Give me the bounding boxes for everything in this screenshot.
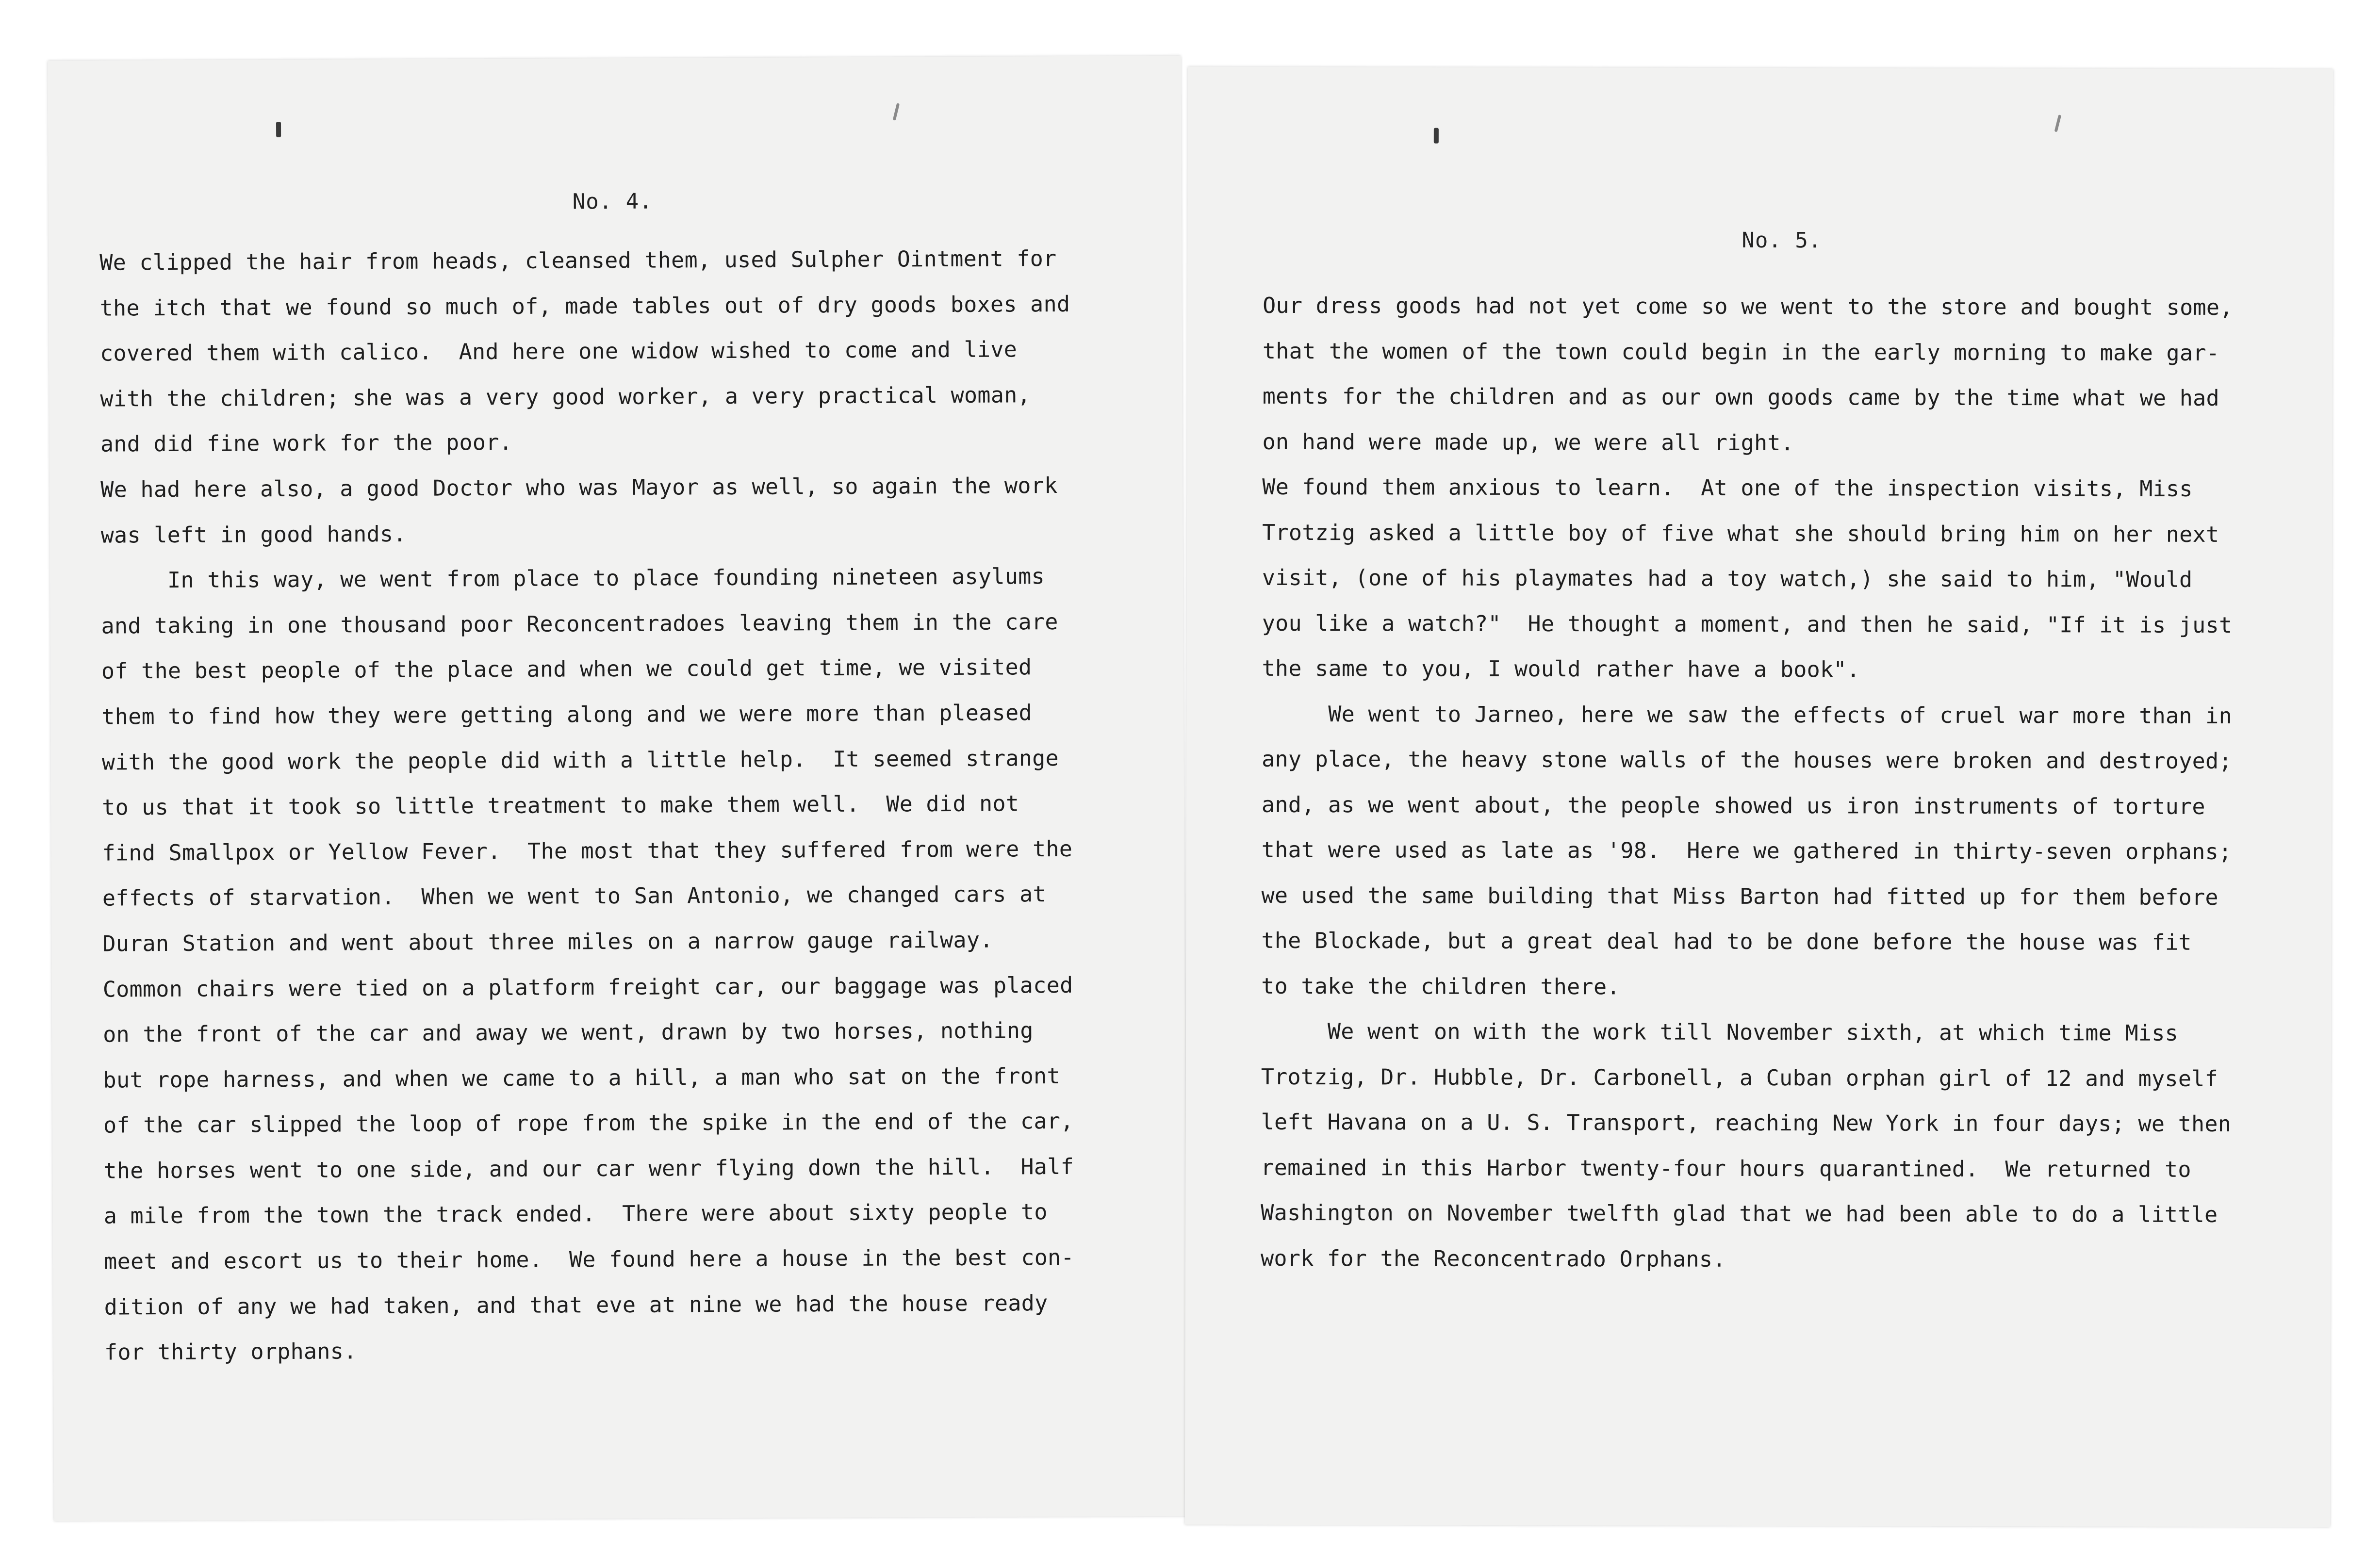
text-line: Trotzig, Dr. Hubble, Dr. Carbonell, a Cuban orphan girl of 12 and myself [1261,1063,2218,1092]
page-text [1261,283,2233,1283]
text-line: ments for the children and as our own goods came by the time what we had [1262,383,2220,411]
margin-mark [1434,128,1439,144]
typed-page-5 [1185,67,2333,1527]
text-line: that the women of the town could begin in the early morning to make gar- [1262,338,2220,366]
text-line: the itch that we found so much of, made tables out of dry goods boxes and [99,291,1070,321]
text-line: We found them anxious to learn. At one of the inspection visits, Miss [1262,474,2193,502]
text-line: to take the children there. [1261,973,1620,999]
text-line: but rope harness, and when we came to a hill, a man who sat on the front [103,1062,1060,1093]
text-line: the Blockade, but a great deal had to be done before the house was fit [1261,927,2192,955]
margin-mark [893,103,900,120]
text-line: with the children; she was a very good worker, a very practical woman, [100,382,1031,412]
text-line: on hand were made up, we were all right. [1262,428,1794,456]
text-line: visit, (one of his playmates had a toy watch,) she said to him, "Would [1262,564,2193,592]
text-line: We went on with the work till November sixth, at which time Miss [1261,1018,2179,1046]
text-line: Duran Station and went about three miles on a narrow gauge railway. [102,927,993,957]
text-line: the same to you, I would rather have a book". [1262,655,1860,683]
text-line: them to find how they were getting along and we were more than pleased [101,700,1032,730]
text-line: and did fine work for the poor. [100,429,513,457]
page-heading: No. 4. [572,189,653,214]
text-line: to us that it took so little treatment to make them well. We did not [102,790,1019,820]
text-line: and, as we went about, the people showed us iron instruments of torture [1261,791,2205,819]
text-line: you like a watch?" He thought a moment, and then he said, "If it is just [1262,610,2233,638]
text-line: We had here also, a good Doctor who was Mayor as well, so again the work [100,473,1058,503]
text-line: remained in this Harbor twenty-four hours quarantined. We returned to [1261,1154,2191,1182]
text-line: Washington on November twelfth glad that we had been able to do a little [1261,1199,2218,1227]
text-line: We went to Jarneo, here we saw the effects of cruel war more than in [1262,701,2233,729]
text-line: In this way, we went from place to place founding nineteen asylums [101,563,1045,593]
margin-mark [2054,114,2062,132]
text-line: meet and escort us to their home. We found here a house in the best con- [104,1244,1074,1274]
text-line: dition of any we had taken, and that eve at nine we had the house ready [104,1290,1048,1320]
text-line: and taking in one thousand poor Reconcentradoes leaving them in the care [101,608,1058,639]
text-line: left Havana on a U. S. Transport, reaching New York in four days; we then [1261,1109,2232,1137]
text-line: was left in good hands. [100,521,407,548]
text-line: for thirty orphans. [104,1338,357,1365]
text-line: with the good work the people did with a little help. It seemed strange [101,745,1059,775]
text-line: Trotzig asked a little boy of five what she should bring him on her next [1262,519,2219,547]
text-line: of the car slipped the loop of rope from the spike in the end of the car, [103,1108,1074,1138]
text-line: effects of starvation. When we went to San Antonio, we changed cars at [102,881,1046,911]
text-line: Our dress goods had not yet come so we went to the store and bought some, [1263,292,2233,321]
page-text [99,236,1075,1375]
text-line: of the best people of the place and when we could get time, we visited [101,654,1032,684]
text-line: on the front of the car and away we went, drawn by two horses, nothing [103,1017,1034,1047]
margin-mark [276,122,281,137]
text-line: Common chairs were tied on a platform freight car, our baggage was placed [102,972,1073,1002]
text-line: find Smallpox or Yellow Fever. The most that they suffered from were the [102,835,1073,866]
page-heading: No. 5. [1742,228,1822,253]
text-line: the horses went to one side, and our car wenr flying down the hill. Half [103,1153,1074,1184]
text-line: any place, the heavy stone walls of the houses were broken and destroyed; [1262,746,2232,774]
text-line: a mile from the town the track ended. There were about sixty people to [103,1199,1048,1229]
text-line: covered them with calico. And here one widow wished to come and live [99,336,1018,366]
text-line: work for the Reconcentrado Orphans. [1260,1245,1726,1272]
typed-page-4 [48,56,1187,1521]
text-line: we used the same building that Miss Barton had fitted up for them before [1261,882,2218,910]
text-line: We clipped the hair from heads, cleansed them, used Sulpher Ointment for [99,245,1057,276]
text-line: that were used as late as '98. Here we gathered in thirty-seven orphans; [1261,836,2232,865]
